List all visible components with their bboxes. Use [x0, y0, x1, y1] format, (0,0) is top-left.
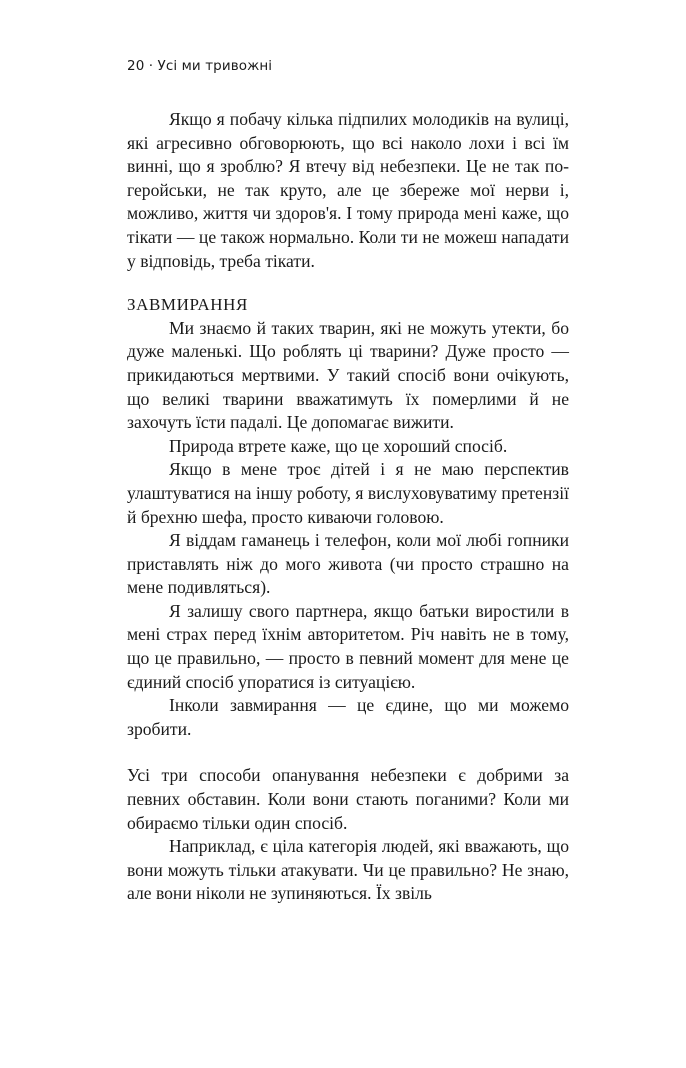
paragraph-closing-2: Наприклад, є ціла категорія людей, які вважають, що вони можуть тільки атакувати. Чи це правильно? Не знаю, але вони ніколи не зупиняються. Їх звіль — [127, 836, 569, 904]
spacer-before-closing — [127, 741, 569, 764]
paragraph-freeze-4: Я віддам гаманець і телефон, коли мої любі гопники приставлять ніж до мого живота (чи просто страшно на мене подивляться). — [127, 530, 569, 598]
spacer-before-heading — [127, 273, 569, 293]
paragraph-freeze-6: Інколи завмирання — це єдине, що ми можемо зробити. — [127, 695, 569, 739]
paragraph-freeze-5: Я залишу свого партнера, якщо батьки виростили в мені страх перед їхнім авторитетом. Річ навіть не в тому, що це правильно, — просто в певний момент для мене це єдиний спосіб упоратися із ситуацією. — [127, 600, 569, 692]
paragraph-closing-1: Усі три способи опанування небезпеки є добрими за певних обставин. Коли вони стають поганими? Коли ми обираємо тільки один спосіб. — [127, 765, 569, 833]
text-column — [127, 108, 569, 906]
closing-block — [127, 764, 569, 906]
paragraph-freeze-3: Якщо в мене троє дітей і я не маю перспектив улаштуватися на іншу роботу, я вислуховуватиму претензії й брехню шефа, просто киваючи головою. — [127, 459, 569, 527]
section-heading: ЗАВМИРАННЯ — [127, 295, 248, 315]
paragraph-intro: Якщо я побачу кілька підпилих молодиків на вулиці, які агресивно обговорюють, що всі наколо лохи і всі їм винні, що я зроблю? Я втечу від небезпеки. Це не так по-геройськи, не так круто, але це збереже мої нерви і, можливо, життя чи здоров'я. І тому природа мені каже, що тікати — це також нормально. Коли ти не можеш нападати у відповідь, треба тікати. — [127, 109, 569, 271]
paragraph-freeze-2: Природа втрете каже, що це хороший спосіб. — [169, 435, 508, 456]
running-head: 20 · Усі ми тривожні — [127, 58, 273, 74]
paragraph-freeze-1: Ми знаємо й таких тварин, які не можуть утекти, бо дуже маленькі. Що роблять ці тварини? Дуже просто — прикидаються мертвими. У такий спосіб вони очікують, що великі тварини вважатимуть їх померлими й не захочуть їсти падалі. Це допомагає вижити. — [127, 317, 569, 433]
